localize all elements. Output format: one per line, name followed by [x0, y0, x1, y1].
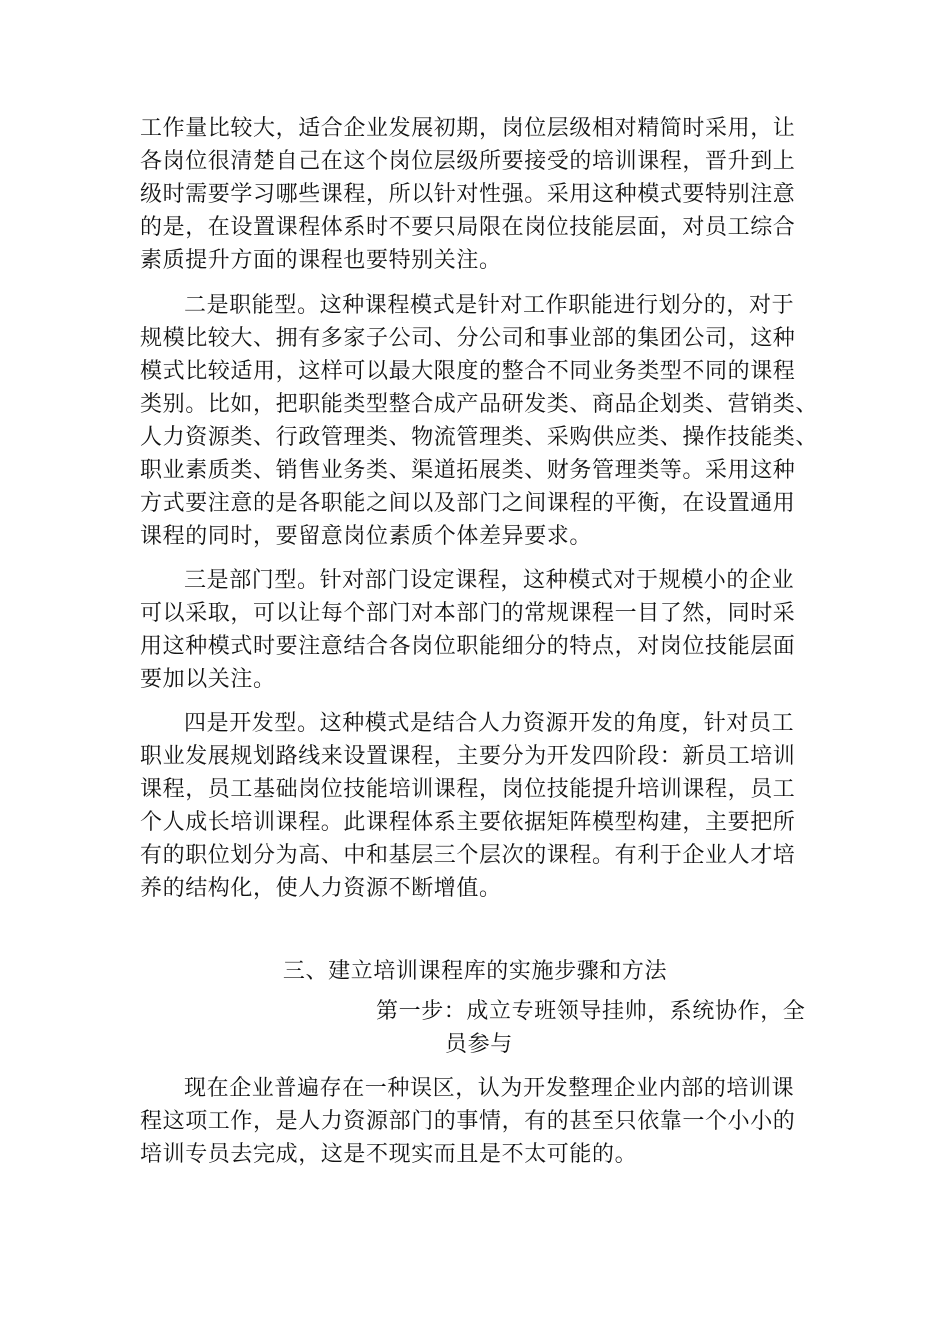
- step-heading: [376, 995, 830, 1061]
- text-line: 四是开发型。这种模式是结合人力资源开发的角度，针对员工: [184, 711, 795, 736]
- paragraph-development-type: [140, 707, 830, 905]
- text-line: 程这项工作，是人力资源部门的事情，有的甚至只依靠一个小小的: [140, 1109, 796, 1134]
- section-heading: 三、建立培训课程库的实施步骤和方法: [282, 959, 668, 984]
- text-line: 课程的同时，要留意岗位素质个体差异要求。: [140, 524, 593, 549]
- text-line: 用这种模式时要注意结合各岗位职能细分的特点，对岗位技能层面: [140, 634, 796, 659]
- text-line: 人力资源类、行政管理类、物流管理类、采购供应类、操作技能类、: [140, 425, 819, 450]
- text-line: 有的职位划分为高、中和基层三个层次的课程。有利于企业人才培: [140, 843, 796, 868]
- step-heading-line: 第一步：成立专班领导挂帅，系统协作，全: [376, 999, 806, 1024]
- text-line: 养的结构化，使人力资源不断增值。: [140, 876, 502, 901]
- text-line: 模式比较适用，这样可以最大限度的整合不同业务类型不同的课程: [140, 359, 796, 384]
- text-line: 职业素质类、销售业务类、渠道拓展类、财务管理类等。采用这种: [140, 458, 796, 483]
- text-line: 个人成长培训课程。此课程体系主要依据矩阵模型构建，主要把所: [140, 810, 796, 835]
- text-line: 方式要注意的是各职能之间以及部门之间课程的平衡，在设置通用: [140, 491, 796, 516]
- text-line: 工作量比较大，适合企业发展初期，岗位层级相对精简时采用，让: [140, 116, 796, 141]
- paragraph-department-type: [140, 564, 830, 696]
- text-line: 要加以关注。: [140, 667, 276, 692]
- step-heading-line: 员参与: [445, 1032, 513, 1057]
- paragraph-workload: [140, 112, 830, 277]
- text-line: 各岗位很清楚自己在这个岗位层级所要接受的培训课程，晋升到上: [140, 149, 796, 174]
- text-line: 素质提升方面的课程也要特别关注。: [140, 248, 502, 273]
- text-line: 的是，在设置课程体系时不要只局限在岗位技能层面，对员工综合: [140, 215, 796, 240]
- text-line: 三是部门型。针对部门设定课程，这种模式对于规模小的企业: [184, 568, 795, 593]
- paragraph-functional-type: [140, 289, 830, 553]
- text-line: 可以采取，可以让每个部门对本部门的常规课程一目了然，同时采: [140, 601, 796, 626]
- text-line: 课程，员工基础岗位技能培训课程，岗位技能提升培训课程，员工: [140, 777, 796, 802]
- text-line: 级时需要学习哪些课程，所以针对性强。采用这种模式要特别注意: [140, 182, 796, 207]
- text-line: 规模比较大、拥有多家子公司、分公司和事业部的集团公司，这种: [140, 326, 796, 351]
- text-line: 培训专员去完成，这是不现实而且是不太可能的。: [140, 1142, 638, 1167]
- text-line: 二是职能型。这种课程模式是针对工作职能进行划分的，对于: [184, 293, 795, 318]
- text-line: 职业发展规划路线来设置课程，主要分为开发四阶段：新员工培训: [140, 744, 796, 769]
- text-line: 类别。比如，把职能类型整合成产品研发类、商品企划类、营销类、: [140, 392, 819, 417]
- paragraph-misconception: [140, 1072, 830, 1171]
- text-line: 现在企业普遍存在一种误区，认为开发整理企业内部的培训课: [184, 1076, 795, 1101]
